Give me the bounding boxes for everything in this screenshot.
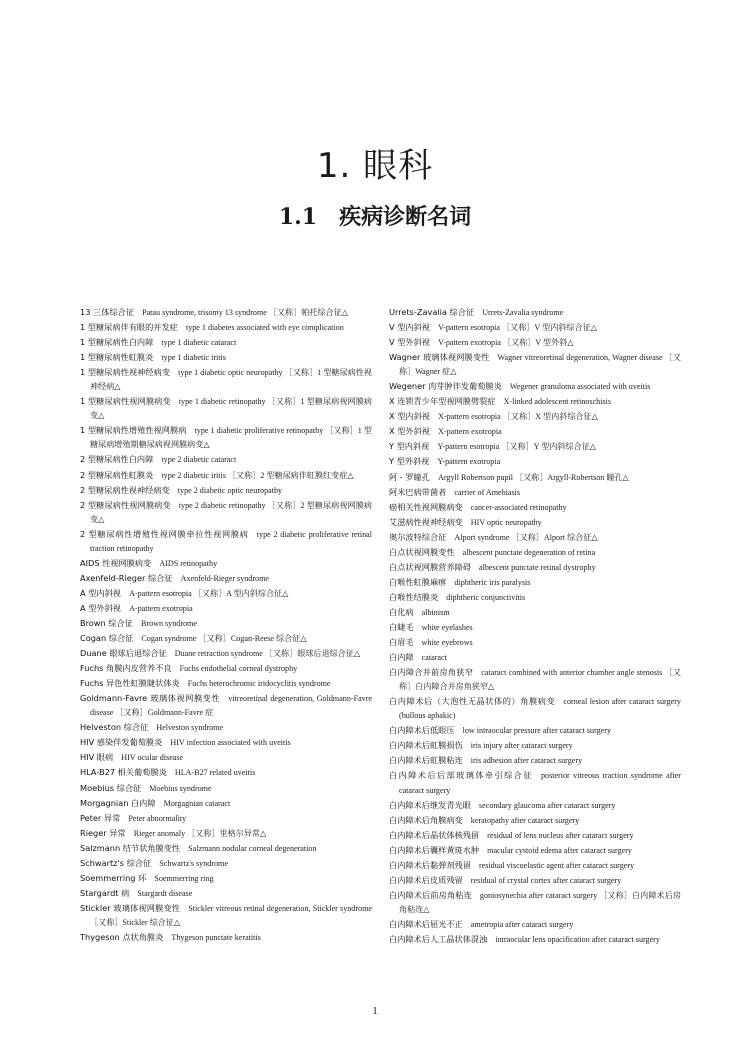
glossary-entry [389,873,681,888]
glossary-entry [80,661,372,676]
entry-term: 13 三体综合征 [80,307,134,317]
entry-english: Axenfeld-Rieger syndrome [180,573,269,583]
entry-term: 白内障术后屈光不正 [389,918,463,929]
entry-english: cataract combined with anterior chamber angle stenosis ［又称］白内障合并房角狭窄△ [399,668,681,692]
entry-term: HLA-B27 相关葡萄膜炎 [80,767,167,778]
entry-english: albescent punctate degeneration of retina [462,547,596,557]
glossary-entry [389,439,681,454]
glossary-entry [389,858,681,873]
glossary-entry [80,350,372,365]
glossary-entry [389,515,681,530]
glossary-entry [80,811,372,826]
entry-term: 白内障术后皮质残留 [389,874,463,885]
glossary-entry [80,556,372,571]
entry-english: type 1 diabetic iritis [161,353,226,363]
entry-term: 白内障术后虹膜损伤 [389,740,463,751]
entry-term: 1 型糖尿病性虹膜炎 [80,352,154,363]
glossary-entry [389,620,681,635]
entry-english: Schwartz's syndrome [159,858,228,868]
entry-term: X 连锁青少年型视网膜劈裂症 [389,396,496,407]
glossary-entry [80,423,372,452]
glossary-entry [80,930,372,945]
entry-term: V 型内斜视 [389,322,430,333]
glossary-entry [80,335,372,350]
glossary-entry [80,765,372,780]
glossary-entry [80,320,372,335]
entry-term: X 型外斜视 [389,426,430,437]
glossary-entry [389,379,681,394]
entry-term: Morgagnian 白内障 [80,797,156,808]
glossary-entry [80,586,372,601]
entry-english: type 2 diabetic cataract [161,455,237,465]
entry-term: 白内障术后黏弹剂残留 [389,859,471,870]
glossary-entry [389,545,681,560]
entry-term: Peter 异常 [80,812,121,823]
entry-english: ametropia after cataract surgery [470,919,574,929]
entry-english: type 1 diabetic retinopathy ［又称］1 型糖尿病视网膜病变△ [90,397,373,421]
entry-term: Duane 眼球后退综合征 [80,648,167,659]
entry-term: 白内障合并前房角狭窄 [389,667,474,678]
glossary-entry [80,720,372,735]
entry-english: Wagner vitreoretinal degeneration, Wagner disease ［又称］Wagner 症△ [399,353,681,377]
glossary-entry [389,753,681,768]
entry-english: corneal lesion after cataract surgery (bullous aphakic) [399,697,681,721]
glossary-entry [389,470,681,485]
glossary-entry [389,320,681,335]
entry-term: 1 型糖尿病性视网膜病变 [80,396,171,407]
entry-english: cancer-associated retinopathy [470,502,567,512]
entry-term: Helveston 综合征 [80,722,149,733]
entry-english: posterior vitreous traction syndrome after cataract surgery [399,771,681,795]
glossary-entry [389,738,681,753]
entry-term: 白内障术后虹膜粘连 [389,755,463,766]
entry-term: X 型内斜视 [389,411,430,422]
entry-term: 奥尔波特综合征 [389,531,447,542]
entry-english: Wegener granuloma associated with uveitis [509,382,651,392]
entry-english: HIV ocular disease [121,753,184,763]
entry-english: Salzmann nodular corneal degeneration [188,843,317,853]
entry-term: Moebius 综合征 [80,782,142,793]
glossary-entry [80,646,372,661]
glossary-entry [389,650,681,665]
glossary-entry [80,841,372,856]
glossary-entry [80,871,372,886]
entry-term: HIV 感染伴发葡萄膜炎 [80,737,163,748]
glossary-entry [80,796,372,811]
entry-term: 2 型糖尿病性虹膜炎 [80,469,154,480]
glossary-entry [80,856,372,871]
entry-english: goniosynechia after cataract surgery ［又称］白内障术后房角粘连△ [399,890,681,914]
entry-english: diphtheric conjunctivitis [446,592,526,602]
entry-term: Stickler 玻璃体视网膜变性 [80,902,181,913]
section-number: 1.1 [278,204,318,230]
glossary-entry [80,305,372,320]
glossary-entry [389,305,681,320]
entry-term: 2 型糖尿病性白内障 [80,454,154,465]
glossary-entry [80,498,372,527]
entry-english: V-pattern esotropia ［又称］V 型内斜综合征△ [438,323,597,333]
entry-english: Soemmerring ring [154,873,214,883]
section-title [0,200,750,231]
entry-term: A 型外斜视 [80,602,121,613]
glossary-entry [80,468,372,483]
entry-term: Stargardt 病 [80,887,130,898]
glossary-entry [389,590,681,605]
entry-term: 白点状视网膜营养障碍 [389,561,471,572]
glossary-entry [389,560,681,575]
entry-english: Stargardt disease [137,888,193,898]
glossary-entry [80,601,372,616]
entry-english: type 1 diabetes associated with eye complication [185,323,344,333]
glossary-entry [80,394,372,423]
entry-term: Y 型外斜视 [389,456,430,467]
glossary-entry [389,917,681,932]
entry-english: V-pattern exotropia ［又称］V 型外斜△ [438,338,574,348]
entry-term: Soemmerring 环 [80,872,147,883]
entry-english: Stickler vitreous retinal degeneration, Stickler syndrome ［又称］Stickler 综合征△ [90,903,372,927]
entry-english: iris injury after cataract surgery [470,741,573,751]
entry-english: HLA-B27 related uveitis [174,768,256,778]
entry-term: 1 型糖尿病性增殖性视网膜病 [80,425,187,436]
glossary-entry [389,932,681,947]
entry-term: 白内障术后晶状体核残留 [389,829,480,840]
entry-english: vitreoretinal degeneration, Goldmann-Favre disease ［又称］Goldmann-Favre 症 [90,694,373,718]
entry-term: Rieger 异常 [80,827,126,838]
entry-english: macular cystoid edema after cataract surgery [487,845,632,855]
glossary-entry [80,616,372,631]
glossary-entry [389,575,681,590]
glossary-entry [80,365,372,394]
entry-english: Cogan syndrome ［又称］Cogan-Reese 综合征△ [141,634,307,644]
entry-english: Duane retraction syndrome ［又称］眼球后退综合征△ [174,649,361,659]
glossary-entry [80,483,372,498]
entry-term: 白化病 [389,606,414,617]
glossary-entry [389,454,681,469]
entry-term: 癌相关性视网膜病变 [389,501,463,512]
entry-english: A-pattern exotropia [129,603,193,613]
entry-term: Y 型内斜视 [389,441,430,452]
entry-english: type 2 diabetic iritis ［又称］2 型糖尿病伴虹膜红变症△ [161,470,354,480]
entry-english: carrier of Amebiasis [454,487,521,497]
glossary-entry [80,691,372,720]
entry-term: 白内障术后低眼压 [389,725,455,736]
entry-term: Fuchs 异色性虹膜睫状体炎 [80,678,180,689]
section-heading: 疾病诊断名词 [339,204,472,230]
glossary-entry [80,826,372,841]
entry-term: 阿米巴病带菌者 [389,486,447,497]
glossary-entry [389,394,681,409]
entry-term: 1 型糖尿病伴有眼的并发症 [80,322,178,333]
entry-term: Wegener 肉芽肿伴发葡萄膜炎 [389,381,502,392]
glossary-entry [80,676,372,691]
entry-term: 白内障术后继发青光眼 [389,799,471,810]
entry-term: Axenfeld-Rieger 综合征 [80,572,173,583]
glossary-entry [389,335,681,350]
entry-english: keratopathy after cataract surgery [470,815,580,825]
glossary-entry [80,631,372,646]
entry-term: 白内障术后人工晶状体混浊 [389,933,488,944]
glossary-entry [389,424,681,439]
entry-english: type 2 diabetic optic neuropathy [177,485,283,495]
entry-english: AIDS retinopathy [159,558,218,568]
glossary-entry [80,452,372,467]
glossary-entry [80,750,372,765]
glossary-entry [389,500,681,515]
entry-term: V 型外斜视 [389,337,430,348]
entry-english: HIV optic neuropathy [470,517,542,527]
entry-english: type 1 diabetic cataract [161,338,237,348]
entry-term: 白内障术后（大泡性无晶状体的）角膜病变 [389,696,556,707]
page-number: 1 [372,1005,378,1017]
entry-term: Urrets-Zavalia 综合征 [389,307,475,317]
glossary-entry [389,605,681,620]
entry-english: Fuchs endothelial corneal dystrophy [179,664,298,674]
glossary-entry [389,485,681,500]
entry-term: 2 型糖尿病性视神经病变 [80,484,170,495]
entry-english: type 1 diabetic optic neuropathy ［又称］1 型糖尿病性视神经病△ [90,368,373,392]
entry-term: 白眉毛 [389,637,414,648]
entry-term: HIV 眼病 [80,752,114,763]
entry-english: Morgagnian cataract [163,798,231,808]
entry-term: A 型内斜视 [80,587,121,598]
entry-term: Thygeson 点状角膜炎 [80,931,164,942]
entry-english: intraocular lens opacification after cataract surgery [495,934,660,944]
chapter-title: 1. 眼科 [316,146,434,186]
entry-english: residual of crystal cortex after cataract surgery [470,875,622,885]
glossary-entry [389,694,681,723]
entry-term: Schwartz's 综合征 [80,857,152,868]
entry-term: Goldmann-Favre 玻璃体视网膜变性 [80,693,221,704]
entry-english: type 2 diabetic retinopathy ［又称］2 型糖尿病视网膜病变△ [90,500,373,524]
entry-term: Wagner 玻璃体视网膜变性 [389,352,490,363]
glossary-entry [389,813,681,828]
entry-english: low intraocular pressure after cataract surgery [462,726,611,736]
entry-english: albinism [421,607,450,617]
entry-english: Brown syndrome [140,618,197,628]
entry-english: secondary glaucoma after cataract surgery [478,800,616,810]
entry-english: Rieger anomaly ［又称］里格尔异常△ [133,828,267,838]
entry-term: 白喉性结膜炎 [389,591,439,602]
entry-english: Patau syndrome, trisomy 13 syndrome ［又称］帕托综合征△ [142,308,348,317]
glossary-entry [80,781,372,796]
glossary-entry [389,843,681,858]
entry-english: X-pattern exotropia [438,427,502,437]
entry-english: diphtheric iris paralysis [454,577,531,587]
entry-english: residual viscoelastic agent after cataract surgery [478,860,635,870]
entry-term: Brown 综合征 [80,617,133,628]
entry-english: Moebius syndrome [149,783,212,793]
entry-term: 艾滋病性视神经病变 [389,516,463,527]
entry-term: Salzmann 结节状角膜变性 [80,842,181,853]
entry-english: residual of lens nucleus after cataract surgery [487,830,634,840]
entry-term: 2 型糖尿病性增殖性视网膜牵拉性视网膜病 [80,528,249,539]
entry-term: Fuchs 角膜内皮营养不良 [80,663,172,674]
entry-english: HIV infection associated with uveitis [170,738,291,748]
entry-english: cataract [421,653,447,663]
entry-term: 白内障术后前房角粘连 [389,889,472,900]
left-column [80,305,372,945]
entry-term: 白喉性虹膜麻痹 [389,576,447,587]
glossary-entry [80,886,372,901]
entry-english: A-pattern esotropia ［又称］A 型内斜综合征△ [129,588,289,598]
entry-english: Alport syndrome ［又称］Alport 综合征△ [454,532,598,542]
right-column [389,305,681,947]
entry-english: Y-pattern esotropia ［又称］Y 型内斜综合征△ [437,442,597,452]
glossary-entry [389,828,681,843]
entry-english: Peter abnormality [128,813,187,823]
glossary-entry [80,571,372,586]
glossary-entry [389,530,681,545]
entry-english: Helveston syndrome [156,723,224,733]
glossary-entry [389,798,681,813]
entry-english: Y-pattern exotropia [437,457,501,467]
glossary-entry [80,735,372,750]
glossary-entry [389,888,681,917]
entry-term: 白内障术后角膜病变 [389,814,463,825]
entry-term: 白点状视网膜变性 [389,546,455,557]
entry-english: Thygeson punctate keratitis [171,932,261,942]
entry-english: X-linked adolescent retinoschisis [503,397,612,407]
glossary-entry [80,901,372,930]
entry-term: 1 型糖尿病性视神经病变 [80,367,171,378]
entry-term: AIDS 性视网膜病变 [80,557,152,568]
glossary-entry [389,409,681,424]
entry-english: Urrets-Zavalia syndrome [482,308,564,317]
entry-english: iris adhesion after cataract surgery [470,756,583,766]
entry-english: white eyelashes [421,622,473,632]
entry-term: Cogan 综合征 [80,633,134,644]
entry-english: type 2 diabetic proliferative retinal traction retinopathy [90,529,373,553]
glossary-entry [389,665,681,694]
entry-english: type 1 diabetic proliferative retinopathy ［又称］1 型糖尿病增殖期糖尿病视网膜病变△ [90,426,372,450]
glossary-entry [389,350,681,379]
glossary-entry [389,635,681,650]
glossary-entry [80,527,372,556]
entry-term: 白内障术后后部玻璃体牵引综合征 [389,770,533,781]
entry-term: 白睫毛 [389,621,414,632]
entry-term: 2 型糖尿病性视网膜病变 [80,499,171,510]
glossary-entry [389,768,681,797]
entry-english: white eyebrows [421,638,473,648]
entry-term: 白内障 [389,652,414,663]
entry-english: Argyll Robertson pupil ［又称］Argyll-Robertson 瞳孔△ [438,472,629,482]
glossary-entry [389,723,681,738]
entry-term: 阿 - 罗瞳孔 [389,471,430,482]
entry-term: 白内障术后囊样黄斑水肿 [389,844,480,855]
entry-english: X-pattern esotropia ［又称］X 型内斜综合征△ [438,412,598,422]
entry-english: Fuchs heterochromic iridocyclitis syndrome [187,679,331,689]
entry-term: 1 型糖尿病性白内障 [80,337,154,348]
entry-english: albescent punctate retinal dystrophy [478,562,596,572]
